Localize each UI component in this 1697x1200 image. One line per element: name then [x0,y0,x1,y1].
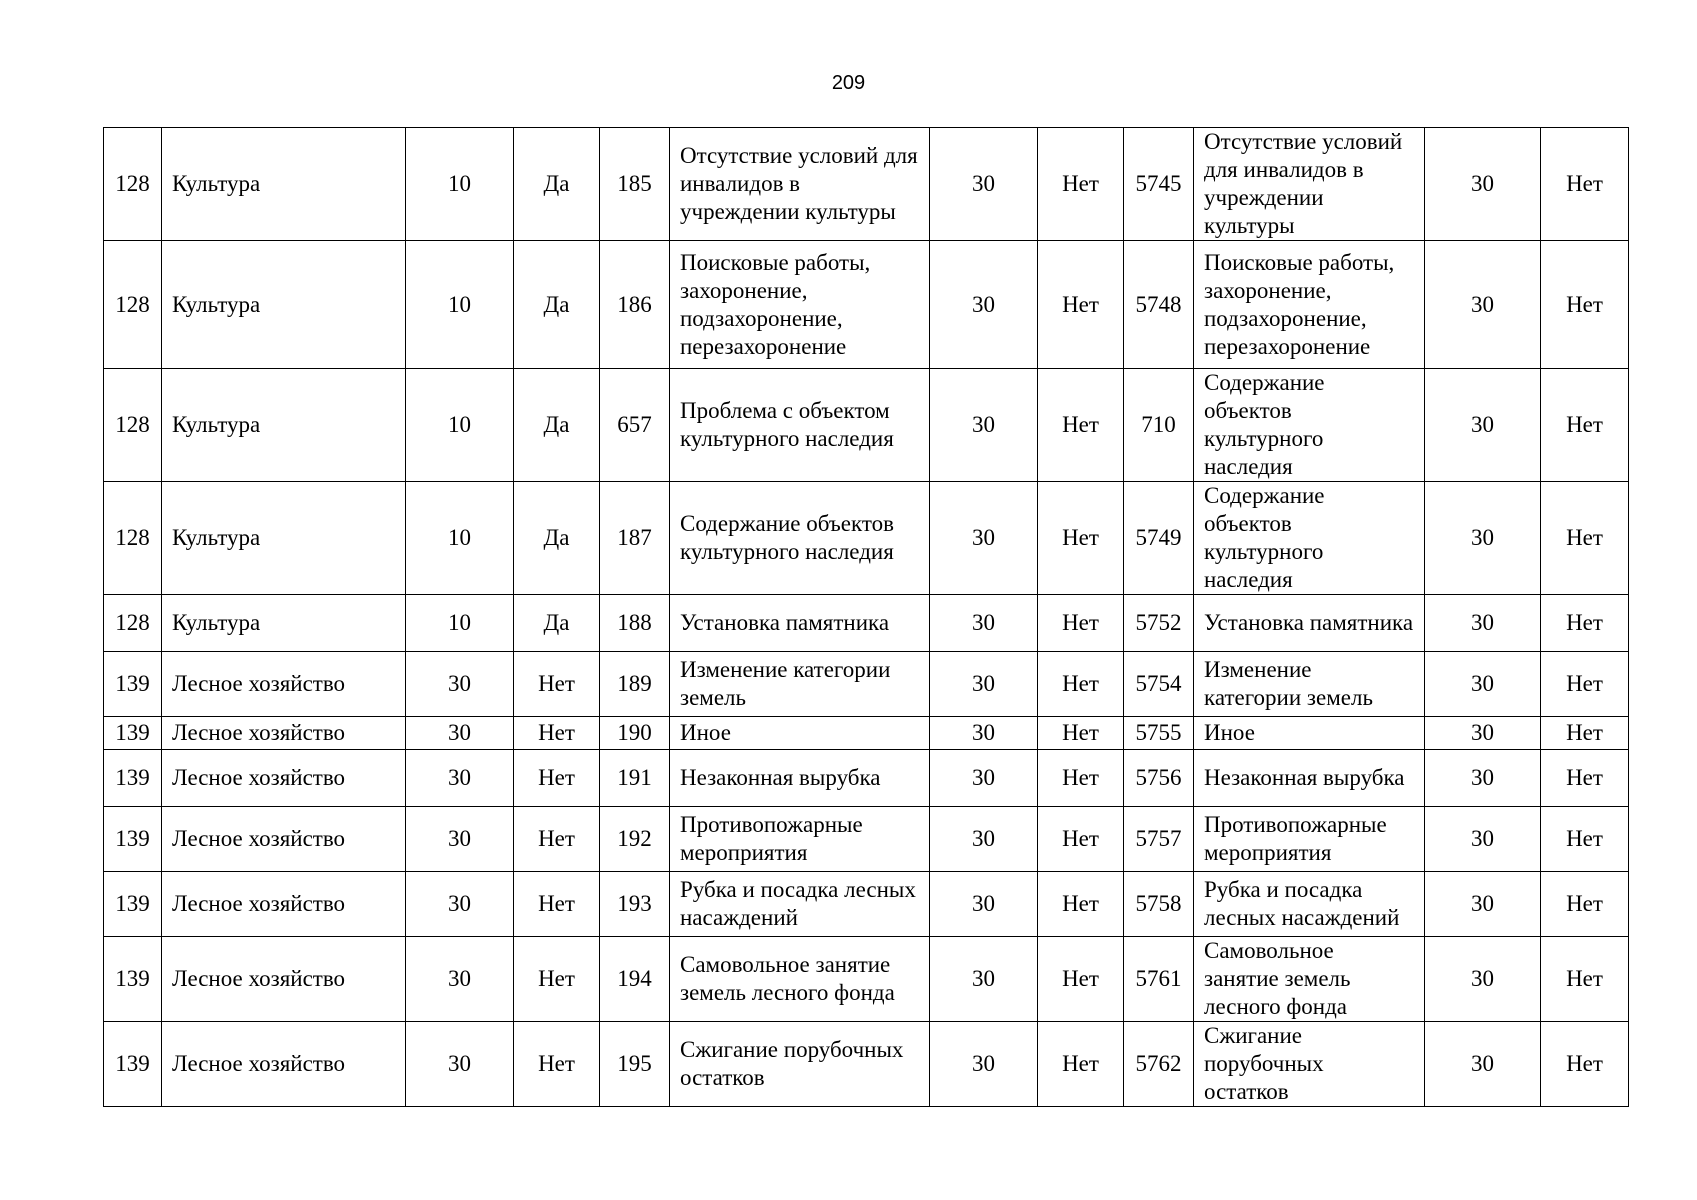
cell-subtopic-id: 5748 [1124,241,1194,369]
cell-flag: Нет [514,717,600,750]
cell-topic: Проблема с объектом культурного наследия [670,369,930,482]
cell-flag: Да [514,595,600,652]
cell-flag: Да [514,482,600,595]
cell-code: 139 [104,1022,162,1107]
cell-subtopic-id: 5749 [1124,482,1194,595]
cell-topic: Содержание объектов культурного наследия [670,482,930,595]
table-row [104,369,1629,482]
cell-subtopic-flag: Нет [1541,717,1629,750]
cell-topic-flag: Нет [1038,482,1124,595]
cell-subtopic-id: 5756 [1124,750,1194,807]
cell-topic-flag: Нет [1038,717,1124,750]
cell-topic: Установка памятника [670,595,930,652]
cell-topic-days: 30 [930,1022,1038,1107]
cell-days: 30 [406,750,514,807]
table-row [104,937,1629,1022]
cell-days: 30 [406,807,514,872]
cell-days: 30 [406,937,514,1022]
cell-topic: Изменение категории земель [670,652,930,717]
cell-subtopic: Изменение категории земель [1194,652,1425,717]
cell-code: 139 [104,872,162,937]
cell-code: 128 [104,369,162,482]
cell-topic-flag: Нет [1038,652,1124,717]
cell-subtopic: Незаконная вырубка [1194,750,1425,807]
cell-days: 30 [406,1022,514,1107]
cell-subtopic-flag: Нет [1541,482,1629,595]
cell-subtopic-days: 30 [1425,750,1541,807]
cell-topic-id: 191 [600,750,670,807]
cell-days: 10 [406,369,514,482]
table-row [104,652,1629,717]
cell-topic: Иное [670,717,930,750]
cell-category: Лесное хозяйство [162,750,406,807]
cell-topic-flag: Нет [1038,1022,1124,1107]
cell-topic-flag: Нет [1038,937,1124,1022]
cell-subtopic: Содержание объектов культурного наследия [1194,482,1425,595]
cell-days: 30 [406,717,514,750]
table-row [104,241,1629,369]
cell-flag: Да [514,369,600,482]
cell-topic-id: 186 [600,241,670,369]
table-row [104,717,1629,750]
cell-subtopic: Противопожарные мероприятия [1194,807,1425,872]
cell-flag: Нет [514,807,600,872]
data-table [103,127,1629,1107]
cell-subtopic-id: 5761 [1124,937,1194,1022]
cell-topic-days: 30 [930,937,1038,1022]
cell-days: 10 [406,482,514,595]
cell-subtopic: Самовольное занятие земель лесного фонда [1194,937,1425,1022]
cell-flag: Нет [514,652,600,717]
cell-topic-days: 30 [930,750,1038,807]
cell-subtopic-id: 5755 [1124,717,1194,750]
cell-subtopic-id: 5757 [1124,807,1194,872]
cell-category: Лесное хозяйство [162,937,406,1022]
cell-topic-id: 192 [600,807,670,872]
cell-subtopic-days: 30 [1425,807,1541,872]
cell-subtopic: Поисковые работы, захоронение, подзахоронение, перезахоронение [1194,241,1425,369]
cell-days: 10 [406,128,514,241]
table-row [104,128,1629,241]
cell-subtopic-flag: Нет [1541,750,1629,807]
cell-subtopic-days: 30 [1425,241,1541,369]
cell-code: 139 [104,750,162,807]
cell-topic: Незаконная вырубка [670,750,930,807]
cell-topic: Самовольное занятие земель лесного фонда [670,937,930,1022]
cell-code: 128 [104,595,162,652]
table-row [104,807,1629,872]
cell-subtopic-days: 30 [1425,937,1541,1022]
cell-subtopic-days: 30 [1425,369,1541,482]
cell-topic-id: 187 [600,482,670,595]
cell-topic-id: 193 [600,872,670,937]
cell-subtopic-flag: Нет [1541,652,1629,717]
cell-code: 128 [104,128,162,241]
cell-subtopic-days: 30 [1425,595,1541,652]
cell-topic-flag: Нет [1038,128,1124,241]
cell-category: Культура [162,595,406,652]
cell-code: 128 [104,482,162,595]
cell-code: 139 [104,937,162,1022]
cell-subtopic-days: 30 [1425,128,1541,241]
cell-subtopic: Содержание объектов культурного наследия [1194,369,1425,482]
cell-topic-days: 30 [930,482,1038,595]
table-row [104,750,1629,807]
cell-code: 139 [104,717,162,750]
cell-topic-id: 195 [600,1022,670,1107]
cell-flag: Нет [514,1022,600,1107]
cell-subtopic-id: 710 [1124,369,1194,482]
cell-flag: Нет [514,872,600,937]
cell-category: Лесное хозяйство [162,1022,406,1107]
cell-flag: Нет [514,750,600,807]
cell-subtopic-flag: Нет [1541,369,1629,482]
cell-category: Лесное хозяйство [162,807,406,872]
cell-topic-days: 30 [930,369,1038,482]
cell-topic-days: 30 [930,128,1038,241]
cell-days: 30 [406,652,514,717]
cell-topic: Рубка и посадка лесных насаждений [670,872,930,937]
cell-category: Культура [162,369,406,482]
cell-subtopic: Рубка и посадка лесных насаждений [1194,872,1425,937]
cell-flag: Да [514,128,600,241]
cell-days: 10 [406,595,514,652]
cell-topic: Сжигание порубочных остатков [670,1022,930,1107]
cell-category: Культура [162,482,406,595]
cell-subtopic-flag: Нет [1541,872,1629,937]
cell-topic: Отсутствие условий для инвалидов в учреждении культуры [670,128,930,241]
table-row [104,872,1629,937]
cell-subtopic: Отсутствие условий для инвалидов в учреждении культуры [1194,128,1425,241]
table-row [104,482,1629,595]
cell-category: Лесное хозяйство [162,717,406,750]
cell-topic-flag: Нет [1038,750,1124,807]
page-number: 209 [831,72,866,94]
cell-subtopic-flag: Нет [1541,128,1629,241]
cell-topic-days: 30 [930,872,1038,937]
cell-subtopic-flag: Нет [1541,1022,1629,1107]
cell-subtopic: Установка памятника [1194,595,1425,652]
cell-category: Лесное хозяйство [162,652,406,717]
table-row [104,1022,1629,1107]
cell-topic: Противопожарные мероприятия [670,807,930,872]
cell-subtopic-id: 5758 [1124,872,1194,937]
cell-subtopic-days: 30 [1425,717,1541,750]
cell-flag: Да [514,241,600,369]
cell-topic-days: 30 [930,807,1038,872]
cell-topic: Поисковые работы, захоронение, подзахоронение, перезахоронение [670,241,930,369]
cell-category: Культура [162,241,406,369]
cell-subtopic-days: 30 [1425,872,1541,937]
cell-subtopic-days: 30 [1425,652,1541,717]
cell-topic-days: 30 [930,241,1038,369]
cell-subtopic: Иное [1194,717,1425,750]
cell-category: Лесное хозяйство [162,872,406,937]
cell-topic-days: 30 [930,595,1038,652]
cell-subtopic-id: 5752 [1124,595,1194,652]
cell-topic-id: 185 [600,128,670,241]
cell-subtopic-flag: Нет [1541,241,1629,369]
cell-topic-days: 30 [930,652,1038,717]
cell-topic-flag: Нет [1038,872,1124,937]
cell-subtopic-id: 5745 [1124,128,1194,241]
cell-subtopic-flag: Нет [1541,595,1629,652]
cell-subtopic: Сжигание порубочных остатков [1194,1022,1425,1107]
cell-topic-flag: Нет [1038,595,1124,652]
cell-subtopic-flag: Нет [1541,937,1629,1022]
cell-topic-id: 190 [600,717,670,750]
cell-topic-id: 189 [600,652,670,717]
cell-topic-days: 30 [930,717,1038,750]
cell-topic-id: 194 [600,937,670,1022]
cell-code: 128 [104,241,162,369]
cell-topic-id: 657 [600,369,670,482]
cell-subtopic-id: 5762 [1124,1022,1194,1107]
cell-code: 139 [104,652,162,717]
cell-topic-flag: Нет [1038,369,1124,482]
cell-code: 139 [104,807,162,872]
cell-subtopic-flag: Нет [1541,807,1629,872]
table-row [104,595,1629,652]
cell-topic-flag: Нет [1038,241,1124,369]
cell-topic-id: 188 [600,595,670,652]
cell-subtopic-days: 30 [1425,482,1541,595]
cell-category: Культура [162,128,406,241]
cell-subtopic-id: 5754 [1124,652,1194,717]
cell-flag: Нет [514,937,600,1022]
cell-topic-flag: Нет [1038,807,1124,872]
cell-days: 10 [406,241,514,369]
cell-subtopic-days: 30 [1425,1022,1541,1107]
cell-days: 30 [406,872,514,937]
